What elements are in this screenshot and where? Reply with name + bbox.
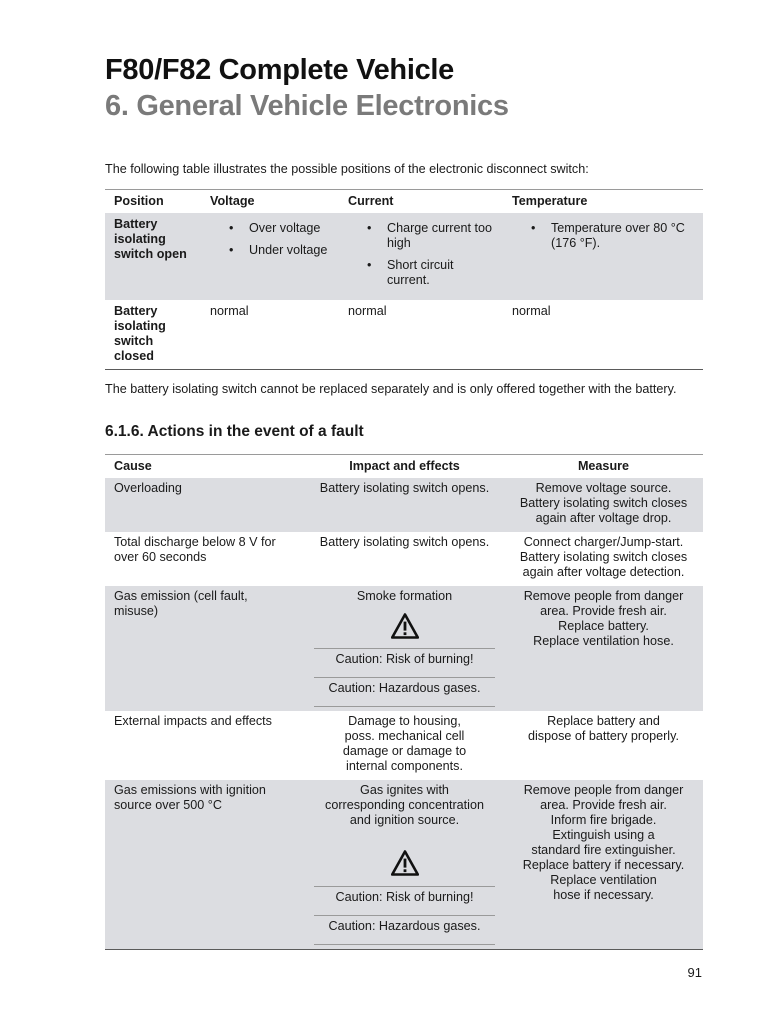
header-cause: Cause bbox=[114, 459, 152, 473]
table-header-row bbox=[105, 190, 703, 214]
measure-cell: Remove people from danger area. Provide fresh air. Inform fire brigade. Extinguish using a standard fire extinguisher. Replace battery if necessary. Replace ventilation hose if necessary. bbox=[504, 780, 703, 950]
header-measure: Measure bbox=[577, 459, 630, 473]
page-number: 91 bbox=[687, 965, 702, 980]
header-impact: Impact and effects bbox=[349, 459, 460, 473]
warning-triangle-icon bbox=[391, 850, 419, 876]
table-row bbox=[105, 300, 703, 370]
current-cell bbox=[339, 213, 503, 300]
table-row bbox=[105, 532, 703, 586]
page-title: F80/F82 Complete Vehicle bbox=[105, 54, 454, 86]
table-row bbox=[105, 711, 703, 780]
header-voltage: Voltage bbox=[210, 194, 255, 208]
measure-cell: Remove people from danger area. Provide fresh air. Replace battery. Replace ventilation hose. bbox=[504, 586, 703, 711]
header-temperature: Temperature bbox=[512, 194, 588, 208]
current-cell: normal bbox=[348, 304, 387, 318]
impact-cell: Battery isolating switch opens. bbox=[319, 535, 490, 549]
warning-triangle-icon bbox=[391, 613, 419, 639]
list-item: • Short circuit current. bbox=[367, 258, 454, 287]
impact-cell: Battery isolating switch opens. bbox=[305, 478, 504, 532]
section-heading: 6.1.6. Actions in the event of a fault bbox=[105, 423, 364, 440]
measure-cell: Replace battery and dispose of battery properly. bbox=[528, 714, 679, 743]
list-item: • Charge current too high bbox=[367, 221, 493, 250]
voltage-cell: normal bbox=[210, 304, 249, 318]
caution-note: Caution: Risk of burning! bbox=[314, 886, 495, 915]
caution-note: Caution: Risk of burning! bbox=[314, 648, 495, 677]
position-open: Battery isolating switch open bbox=[105, 213, 201, 300]
measure-cell: Remove voltage source. Battery isolating switch closes again after voltage drop. bbox=[504, 478, 703, 532]
page-content bbox=[105, 52, 703, 950]
switch-positions-table bbox=[105, 189, 703, 370]
temperature-cell bbox=[503, 213, 703, 300]
voltage-cell bbox=[201, 213, 339, 300]
list-item: • Over voltage bbox=[229, 221, 321, 235]
cause-cell: Gas emissions with ignition source over 500 °C bbox=[105, 780, 305, 950]
measure-cell: Connect charger/Jump-start. Battery isolating switch closes again after voltage detection. bbox=[519, 535, 688, 579]
table-row bbox=[105, 586, 703, 711]
note-paragraph: The battery isolating switch cannot be replaced separately and is only offered together with the battery. bbox=[105, 382, 677, 396]
header-position: Position bbox=[114, 194, 164, 208]
impact-cell: Smoke formation Caution: Risk of burning! Caution: Hazardous gases. bbox=[305, 586, 504, 711]
cause-cell: Total discharge below 8 V for over 60 seconds bbox=[114, 535, 276, 564]
intro-paragraph: The following table illustrates the possible positions of the electronic disconnect switch: bbox=[105, 162, 589, 176]
list-item: • Temperature over 80 °C (176 °F). bbox=[531, 221, 685, 250]
table-row bbox=[105, 213, 703, 300]
header-current: Current bbox=[348, 194, 394, 208]
impact-cell: Gas ignites with corresponding concentration and ignition source. Caution: Risk of burning! Caution: Hazardous gases. bbox=[305, 780, 504, 950]
impact-cell: Damage to housing, poss. mechanical cell damage or damage to internal components. bbox=[342, 714, 467, 773]
table-row bbox=[105, 780, 703, 950]
cause-cell: Overloading bbox=[105, 478, 305, 532]
table-row bbox=[105, 478, 703, 532]
caution-note: Caution: Hazardous gases. bbox=[314, 915, 495, 945]
fault-actions-table bbox=[105, 454, 703, 950]
caution-note: Caution: Hazardous gases. bbox=[314, 677, 495, 707]
position-closed: Battery isolating switch closed bbox=[114, 304, 166, 363]
cause-cell: External impacts and effects bbox=[114, 714, 272, 728]
temperature-cell: normal bbox=[512, 304, 551, 318]
list-item: • Under voltage bbox=[229, 243, 328, 257]
chapter-title: 6. General Vehicle Electronics bbox=[105, 90, 509, 122]
cause-cell: Gas emission (cell fault, misuse) bbox=[105, 586, 305, 711]
table-header-row bbox=[105, 455, 703, 479]
